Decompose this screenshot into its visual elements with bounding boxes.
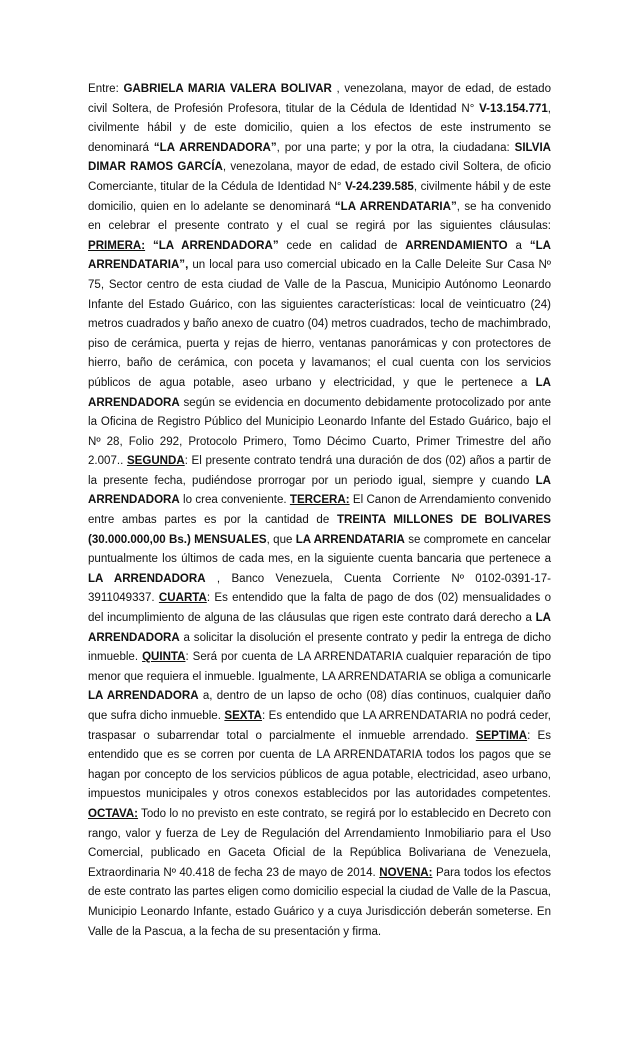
text-run: : Es entendido que es se corren por cuenta de LA ARRENDATARIA todos los pagos que se hagan por concepto de los servicios públicos de agua potable, electricidad, aseo urbano, impuestos municipales y otros conexos establecidos por las autoridades competentes. xyxy=(88,729,551,801)
bold-run: GABRIELA MARIA VALERA BOLIVAR xyxy=(123,83,332,95)
text-run xyxy=(145,240,153,252)
bold-run: V-13.154.771 xyxy=(479,102,548,115)
text-run: : El presente contrato tendrá una duración de dos (02) años a partir de la presente fecha, pudiéndose prorrogar por un periodo igual, siempre y cuando xyxy=(88,455,551,487)
clause-heading: OCTAVA: xyxy=(88,807,139,820)
text-run: Entre: xyxy=(88,83,124,95)
bold-run: “LA ARRENDATARIA” xyxy=(334,200,457,213)
clause-heading: QUINTA xyxy=(142,651,186,664)
clause-heading-wrap xyxy=(476,730,527,742)
text-run: : Será por cuenta de LA ARRENDATARIA cualquier reparación de tipo menor que requiera el inmueble. Igualmente, LA ARRENDATARIA se obliga a comunicarle xyxy=(88,651,551,683)
clause-heading-wrap xyxy=(142,651,185,663)
bold-run: “LA ARRENDADORA” xyxy=(152,239,279,252)
contract-paragraph xyxy=(88,80,551,942)
text-run: Todo lo no previsto en este contrato, se regirá por lo establecido en Decreto con rango, valor y fuerza de Ley de Regulación del Arrendamiento Inmobiliario para el Uso Comercial, publicado en Gaceta Oficial de la República Bolivariana de Venezuela, Extraordinaria Nº 40.418 de fecha 23 de mayo de 2014. xyxy=(88,807,551,879)
clause-heading-wrap xyxy=(127,455,185,467)
text-run: , Banco Venezuela, Cuenta Corriente Nº 0102-0391-17-3911049337. xyxy=(88,572,551,605)
bold-run: SILVIA DIMAR RAMOS GARCÍA xyxy=(88,141,551,174)
text-run: se compromete en cancelar puntualmente los últimos de cada mes, en la siguiente cuenta bancaria que pertenece a xyxy=(88,533,551,566)
clause-heading: CUARTA xyxy=(158,592,207,605)
bold-run: LA ARRENDATARIA xyxy=(295,533,405,546)
text-run: , que xyxy=(266,533,296,546)
text-run: a xyxy=(507,239,530,252)
clause-heading: PRIMERA: xyxy=(88,239,146,252)
contract-document xyxy=(88,80,551,942)
text-run: : Es entendido que la falta de pago de dos (02) mensualidades o del incumplimiento de alguna de las cláusulas que rigen este contrato dará derecho a xyxy=(88,592,552,625)
bold-run: ARRENDAMIENTO xyxy=(405,239,508,252)
bold-run: LA ARRENDADORA xyxy=(88,612,551,644)
text-run: , se ha convenido en celebrar el presente contrato y el cual se regirá por las siguientes cláusulas: xyxy=(88,200,551,233)
bold-run: LA ARRENDADORA xyxy=(88,572,206,585)
clause-heading: SEGUNDA xyxy=(126,455,185,468)
text-run: , por una parte; y por la otra, la ciudadana: xyxy=(276,141,515,154)
text-run: según se evidencia en documento debidamente protocolizado por ante la Oficina de Registro Público del Municipio Leonardo Infante del Estado Guárico, bajo el Nº 28, Folio 292, Protocolo Primero, Tomo Décimo Cuarto, Primer Trimestre del año 2.007.. xyxy=(88,396,551,468)
clause-heading: NOVENA: xyxy=(379,866,433,879)
bold-run: “LA ARRENDADORA” xyxy=(153,141,277,154)
text-run: a, dentro de un lapso de ocho (08) días continuos, cualquier daño que sufra dicho inmueble. xyxy=(88,690,551,722)
text-run: , civilmente hábil y de este domicilio, quien a los efectos de este instrumento se denominará xyxy=(88,102,551,154)
bold-run: LA ARRENDADORA xyxy=(88,376,551,409)
clause-heading: TERCERA: xyxy=(289,494,350,507)
bold-run: V-24.239.585 xyxy=(345,180,414,193)
text-run: , venezolana, mayor de edad, de estado civil Soltera, de Profesión Profesora, titular de la Cédula de Identidad N° xyxy=(88,83,552,115)
clause-heading-wrap xyxy=(290,494,350,506)
text-run: a solicitar la disolución el presente contrato y pedir la entrega de dicho inmueble. xyxy=(88,631,551,664)
clause-heading: SEXTA xyxy=(224,710,263,722)
text-run: Para todos los efectos de este contrato las partes eligen como domicilio especial la ciudad de Valle de la Pascua, Municipio Leonardo Infante, estado Guárico y a cuya Jurisdicción deberán someterse. En Valle de la Pascua, a la fecha de su presentación y firma. xyxy=(88,866,551,938)
text-run: un local para uso comercial ubicado en la Calle Deleite Sur Casa Nº 75, Sector centro de esta ciudad de Valle de la Pascua, Municipio Autónomo Leonardo Infante del Estado Guárico, con las siguientes características: local de veinticuatro (24) metros cuadrados y baño anexo de cuatro (04) metros cuadrados, techo de machimbrado, piso de cerámica, puerta y rejas de hierro, ventanas panorámicas y con protectores de hierro, baño de cerámica, con poceta y lavamanos; el cual cuenta con los servicios públicos de agua potable, aseo urbano y electricidad, y que le pertenece a xyxy=(88,259,551,389)
clause-heading: SEPTIMA xyxy=(475,729,528,742)
text-run: : Es entendido que LA ARRENDATARIA no podrá ceder, traspasar o subarrendar total o parcialmente el inmueble arrendado. xyxy=(88,710,551,742)
clause-heading-wrap xyxy=(88,808,138,820)
bold-run: LA ARRENDADORA xyxy=(88,474,551,507)
bold-run: “LA ARRENDATARIA”, xyxy=(88,239,551,272)
clause-heading-wrap xyxy=(224,710,262,722)
text-run: El Canon de Arrendamiento convenido entre ambas partes es por la cantidad de xyxy=(88,494,552,527)
text-run: , venezolana, mayor de edad, de estado civil Soltera, de oficio Comerciante, titular de la Cédula de Identidad N° xyxy=(88,161,551,193)
text-run: cede en calidad de xyxy=(278,239,406,252)
text-run: lo crea conveniente. xyxy=(179,494,290,507)
clause-heading-wrap xyxy=(379,867,432,879)
clause-heading-wrap xyxy=(159,592,207,604)
bold-run: LA ARRENDADORA xyxy=(88,690,199,703)
bold-run: TREINTA MILLONES DE BOLIVARES (30.000.000,00 Bs.) MENSUALES xyxy=(88,514,551,546)
text-run: , civilmente hábil y de este domicilio, quien en lo adelante se denominará xyxy=(88,180,551,213)
clause-heading-wrap xyxy=(88,240,145,252)
